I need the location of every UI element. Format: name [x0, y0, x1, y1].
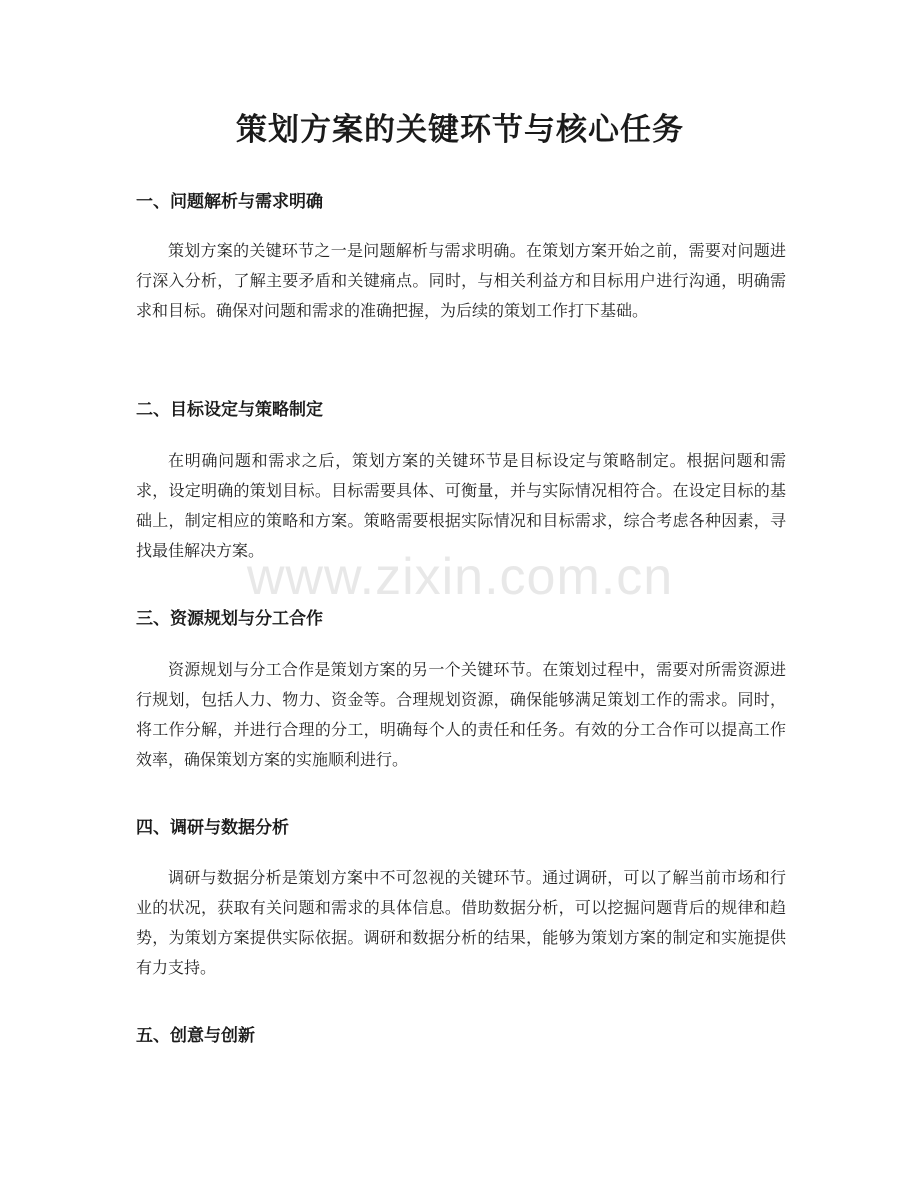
- section-body-4: 调研与数据分析是策划方案中不可忽视的关键环节。通过调研，可以了解当前市场和行业的状况，获取有关问题和需求的具体信息。借助数据分析，可以挖掘问题背后的规律和趋势，为策划方案提供实际依据。调研和数据分析的结果，能够为策划方案的制定和实施提供有力支持。: [136, 868, 786, 977]
- section-body-3: 资源规划与分工合作是策划方案的另一个关键环节。在策划过程中，需要对所需资源进行规划，包括人力、物力、资金等。合理规划资源，确保能够满足策划工作的需求。同时，将工作分解，并进行合理的分工，明确每个人的责任和任务。有效的分工合作可以提高工作效率，确保策划方案的实施顺利进行。: [136, 660, 786, 769]
- section-heading-5: 五、创意与创新: [136, 1026, 255, 1046]
- watermark-text: www.zixin.com.cn: [246, 548, 674, 606]
- section-heading-3: 三、资源规划与分工合作: [136, 609, 323, 629]
- section-heading-4: 四、调研与数据分析: [136, 818, 289, 838]
- section-heading-2: 二、目标设定与策略制定: [136, 400, 323, 420]
- section-body-2: 在明确问题和需求之后，策划方案的关键环节是目标设定与策略制定。根据问题和需求，设定明确的策划目标。目标需要具体、可衡量，并与实际情况相符合。在设定目标的基础上，制定相应的策略和方案。策略需要根据实际情况和目标需求，综合考虑各种因素，寻找最佳解决方案。: [136, 451, 786, 560]
- section-body-1: 策划方案的关键环节之一是问题解析与需求明确。在策划方案开始之前，需要对问题进行深入分析，了解主要矛盾和关键痛点。同时，与相关利益方和目标用户进行沟通，明确需求和目标。确保对问题和需求的准确把握，为后续的策划工作打下基础。: [136, 241, 786, 320]
- document-title: 策划方案的关键环节与核心任务: [236, 112, 684, 148]
- section-heading-1: 一、问题解析与需求明确: [136, 192, 323, 212]
